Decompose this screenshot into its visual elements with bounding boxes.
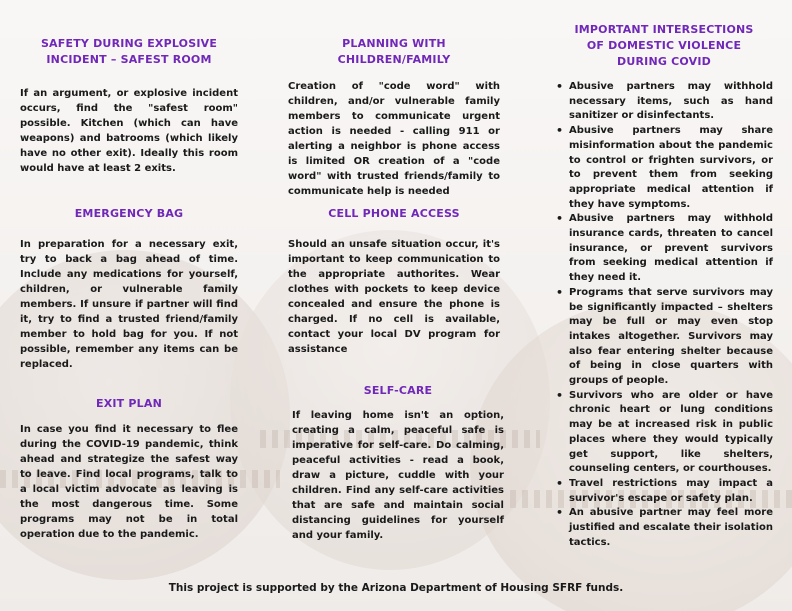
emergency-bag-heading: EMERGENCY BAG xyxy=(74,207,184,220)
cell-phone-heading: CELL PHONE ACCESS xyxy=(328,207,460,220)
exit-plan-text: In case you find it necessary to flee during the COVID-19 pandemic, think ahead and strategize the safest way to leave. Find local programs, talk to a local victim advocate as leaving is the most dangerous time. Some programs may not be in total operation due to the pandemic. xyxy=(20,424,238,540)
intersections-heading-line2: OF DOMESTIC VIOLENCE xyxy=(586,39,742,52)
funding-footer: This project is supported by the Arizona Department of Housing SFRF funds. xyxy=(168,582,624,594)
intersections-heading-line1: IMPORTANT INTERSECTIONS xyxy=(574,23,754,36)
list-item: • Abusive partners may withhold necessary items, such as hand sanitizer or disinfectants. xyxy=(569,80,773,124)
list-item: • Travel restrictions may impact a survivor's escape or safety plan. xyxy=(569,477,773,506)
intersections-list xyxy=(555,80,773,551)
list-item: • Abusive partners may withhold insurance cards, threaten to cancel insurance, or prevent survivors from seeking medical attention if they need it. xyxy=(569,212,773,286)
planning-heading xyxy=(288,36,500,68)
planning-text: Creation of "code word" with children, and/or vulnerable family members to communicate urgent action is needed - calling 911 or alerting a neighbor is phone access is limited OR creation of a "code word" with trusted friends/family to communicate help is needed xyxy=(288,81,500,197)
planning-heading-line2: CHILDREN/FAMILY xyxy=(337,53,451,66)
list-item: • An abusive partner may feel more justified and escalate their isolation tactics. xyxy=(569,506,773,550)
safety-heading xyxy=(20,36,238,68)
intersections-heading xyxy=(555,22,773,70)
list-item: • Survivors who are older or have chronic heart or lung conditions may be at increased risk in public places where they would typically get support, like shelters, counseling centers, or courthouses. xyxy=(569,389,773,477)
self-care-heading: SELF-CARE xyxy=(363,384,433,397)
safety-heading-line2: INCIDENT – SAFEST ROOM xyxy=(46,53,212,66)
intersections-heading-line3: DURING COVID xyxy=(617,55,711,68)
cell-phone-text: Should an unsafe situation occur, it's important to keep communication to the appropriate authorites. Wear clothes with pockets to keep device concealed and ensure the phone is charged. If no cell is available, contact your local DV program for assistance xyxy=(288,239,500,355)
safety-text: If an argument, or explosive incident occurs, find the "safest room" possible. Kitchen (which can have weapons) and batrooms (which likely have no other exit). Ideally this room would have at least 2 exits. xyxy=(20,88,238,174)
exit-plan-heading: EXIT PLAN xyxy=(95,397,162,410)
planning-heading-line1: PLANNING WITH xyxy=(342,37,446,50)
safety-heading-line1: SAFETY DURING EXPLOSIVE xyxy=(40,37,218,50)
list-item: • Abusive partners may share misinformation about the pandemic to control or frighten survivors, or to prevent them from seeking appropriate medical attention if they have symptoms. xyxy=(569,124,773,212)
self-care-text: If leaving home isn't an option, creating a calm, peaceful safe is imperative for self-care. Do calming, peaceful activities - read a book, draw a picture, cuddle with your children. Find any self-care activities that are safe and maintain social distancing guidelines for yourself and your family. xyxy=(292,410,504,541)
list-item: • Programs that serve survivors may be significantly impacted – shelters may be full or may even stop intakes altogether. Survivors may also fear entering shelter because of being in close quarters with groups of people. xyxy=(569,286,773,389)
emergency-bag-text: In preparation for a necessary exit, try to back a bag ahead of time. Include any medications for yourself, children, or vulnerable family members. If unsure if partner will find it, try to find a trusted friend/family member to hold bag for you. If not possible, remember any items can be replaced. xyxy=(20,239,238,370)
